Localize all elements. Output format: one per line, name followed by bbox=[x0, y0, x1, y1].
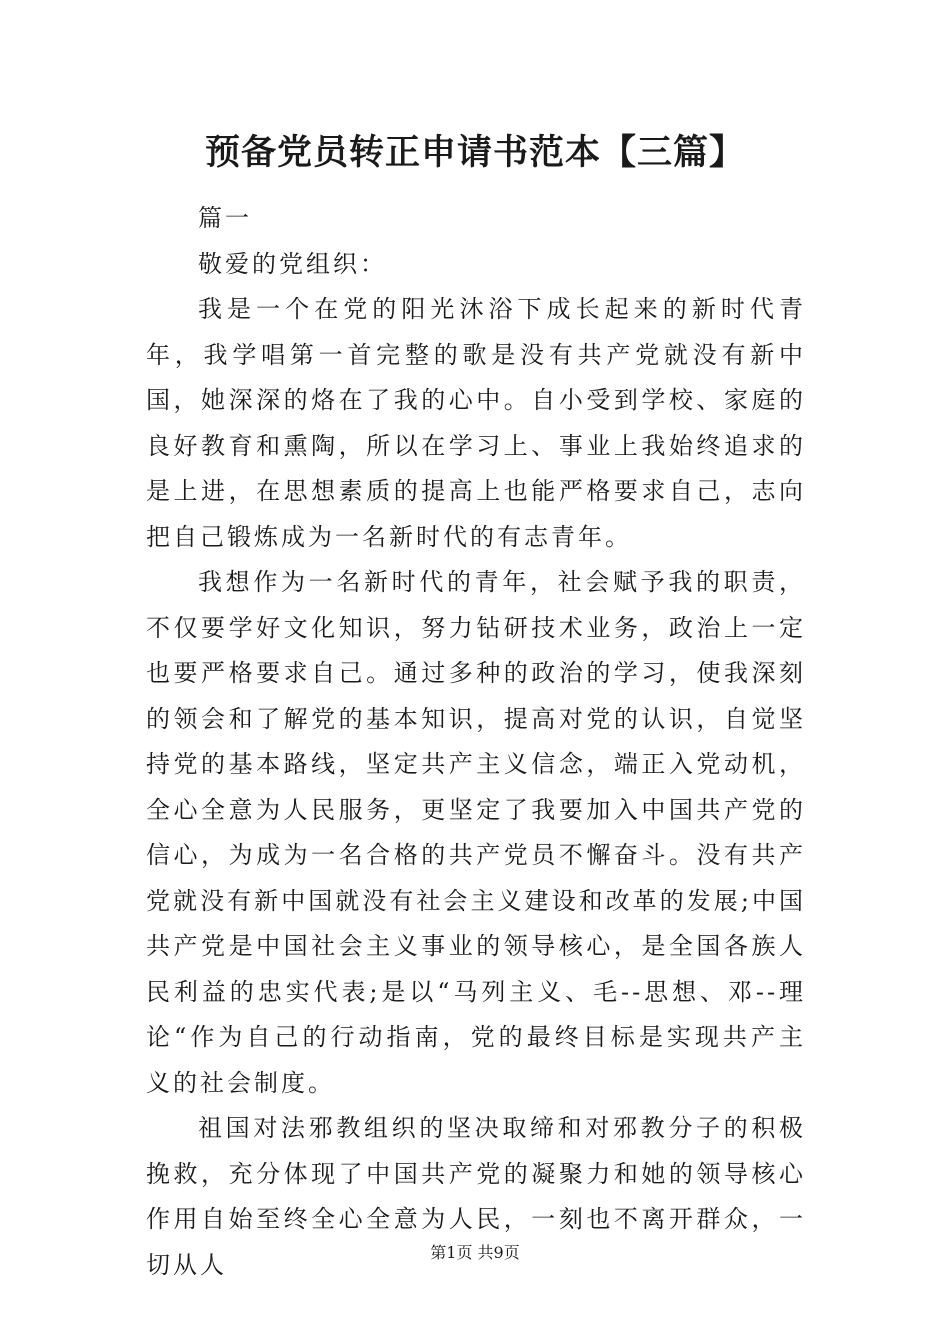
document-body bbox=[146, 196, 806, 1288]
page-number-footer: 第1页 共9页 bbox=[430, 1243, 520, 1262]
body-paragraph-2: 我想作为一名新时代的青年，社会赋予我的职责，不仅要学好文化知识，努力钻研技术业务，政治上一定也要严格要求自己。通过多种的政治的学习，使我深刻的领会和了解党的基本知识，提高对党的认识，自觉坚持党的基本路线，坚定共产主义信念，端正入党动机，全心全意为人民服务，更坚定了我要加入中国共产党的信心，为成为一名合格的共产党员不懈奋斗。没有共产党就没有新中国就没有社会主义建设和改革的发展;中国共产党是中国社会主义事业的领导核心，是全国各族人民利益的忠实代表;是以“马列主义、毛--思想、邓--理论“作为自己的行动指南，党的最终目标是实现共产主义的社会制度。 bbox=[146, 568, 806, 1097]
salutation: 敬爱的党组织： bbox=[198, 249, 387, 278]
body-paragraph-3: 祖国对法邪教组织的坚决取缔和对邪教分子的积极挽救，充分体现了中国共产党的凝聚力和她的领导核心作用自始至终全心全意为人民，一刻也不离开群众，一切从人 bbox=[146, 1114, 806, 1279]
body-paragraph-1: 我是一个在党的阳光沐浴下成长起来的新时代青年，我学唱第一首完整的歌是没有共产党就没有新中国，她深深的烙在了我的心中。自小受到学校、家庭的良好教育和熏陶，所以在学习上、事业上我始终追求的是上进，在思想素质的提高上也能严格要求自己，志向把自己锻炼成为一名新时代的有志青年。 bbox=[146, 295, 806, 551]
document-title: 预备党员转正申请书范本【三篇】 bbox=[204, 132, 745, 173]
section-label: 篇一 bbox=[198, 204, 252, 232]
